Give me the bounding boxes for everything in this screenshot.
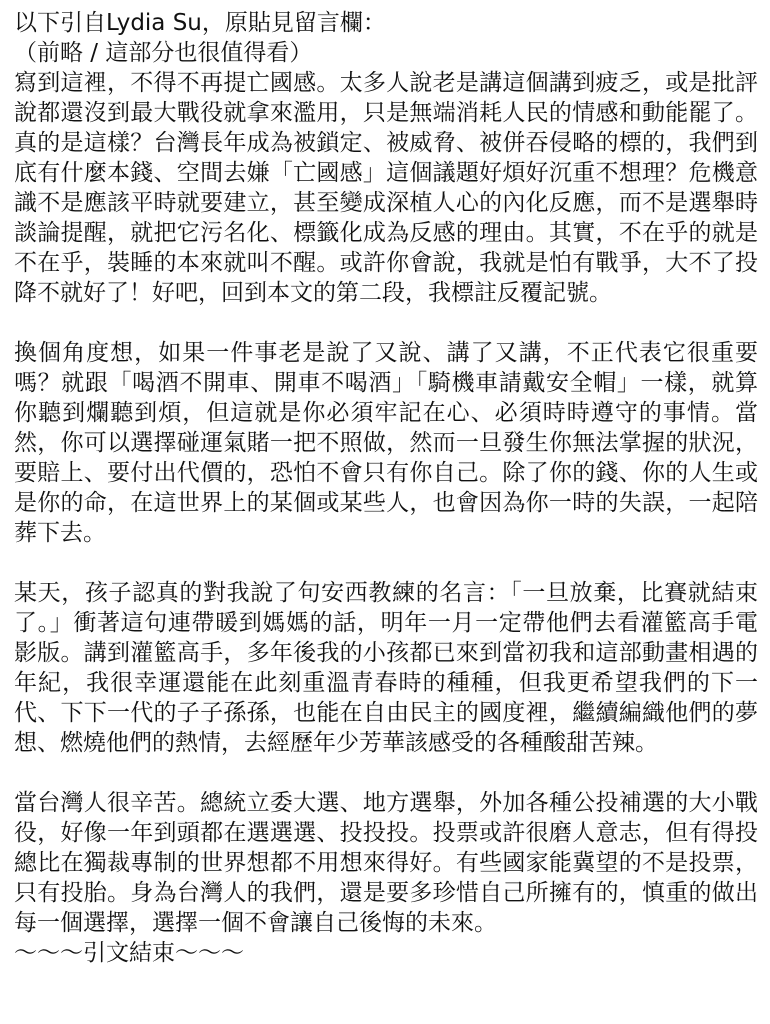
paragraph-text: 換個角度想，如果一件事老是說了又說、講了又講，不正代表它很重要嗎？就跟「喝酒不開車、開車不喝酒」「騎機車請戴安全帽」一樣，就算你聽到爛聽到煩，但這就是你必須牢記在心、必須時時遵守的事情。當然，你可以選擇碰運氣賭一把不照做，然而一旦發生你無法掌握的狀況，要賠上、要付出代價的，恐怕不會只有你自己。除了你的錢、你的人生或是你的命，在這世界上的某個或某些人，也會因為你一時的失誤，一起陪葬下去。 [14,340,758,546]
quote-intro [14,8,758,68]
paragraph-4 [14,788,758,938]
paragraph-1 [14,68,758,308]
paragraph-3 [14,578,758,758]
paragraph-text: 當台灣人很辛苦。總統立委大選、地方選舉，外加各種公投補選的大小戰役，好像一年到頭都在選選選、投投投。投票或許很磨人意志，但有得投總比在獨裁專制的世界想都不用想來得好。有些國家能冀望的不是投票，只有投胎。身為台灣人的我們，還是要多珍惜自己所擁有的，慎重的做出每一個選擇，選擇一個不會讓自己後悔的未來。 [14,790,758,936]
paragraph-2 [14,338,758,548]
paragraph-text: 寫到這裡，不得不再提亡國感。太多人說老是講這個講到疲乏，或是批評說都還沒到最大戰役就拿來濫用，只是無端消耗人民的情感和動能罷了。真的是這樣？台灣長年成為被鎖定、被威脅、被併吞侵略的標的，我們到底有什麼本錢、空間去嫌「亡國感」這個議題好煩好沉重不想理？危機意識不是應該平時就要建立，甚至變成深植人心的內化反應，而不是選舉時談論提醒，就把它污名化、標籤化成為反感的理由。其實，不在乎的就是不在乎，裝睡的本來就叫不醒。或許你會說，我就是怕有戰爭，大不了投降不就好了！好吧，回到本文的第二段，我標註反覆記號。 [14,70,758,306]
quote-end-marker: ～～～引文結束～～～ [14,940,244,966]
paragraph-text: 某天，孩子認真的對我說了句安西教練的名言：「一旦放棄，比賽就結束了。」衝著這句連帶暖到媽媽的話，明年一月一定帶他們去看灌籃高手電影版。講到灌籃高手，多年後我的小孩都已來到當初我和這部動畫相遇的年紀，我很幸運還能在此刻重溫青春時的種種，但我更希望我們的下一代、下下一代的子子孫孫，也能在自由民主的國度裡，繼續編織他們的夢想、燃燒他們的熱情，去經歷年少芳華該感受的各種酸甜苦辣。 [14,580,758,756]
omitted-note-line: （前略 / 這部分也很值得看） [14,40,313,66]
quote-source-line: 以下引自Lydia Su，原貼見留言欄： [14,10,386,36]
